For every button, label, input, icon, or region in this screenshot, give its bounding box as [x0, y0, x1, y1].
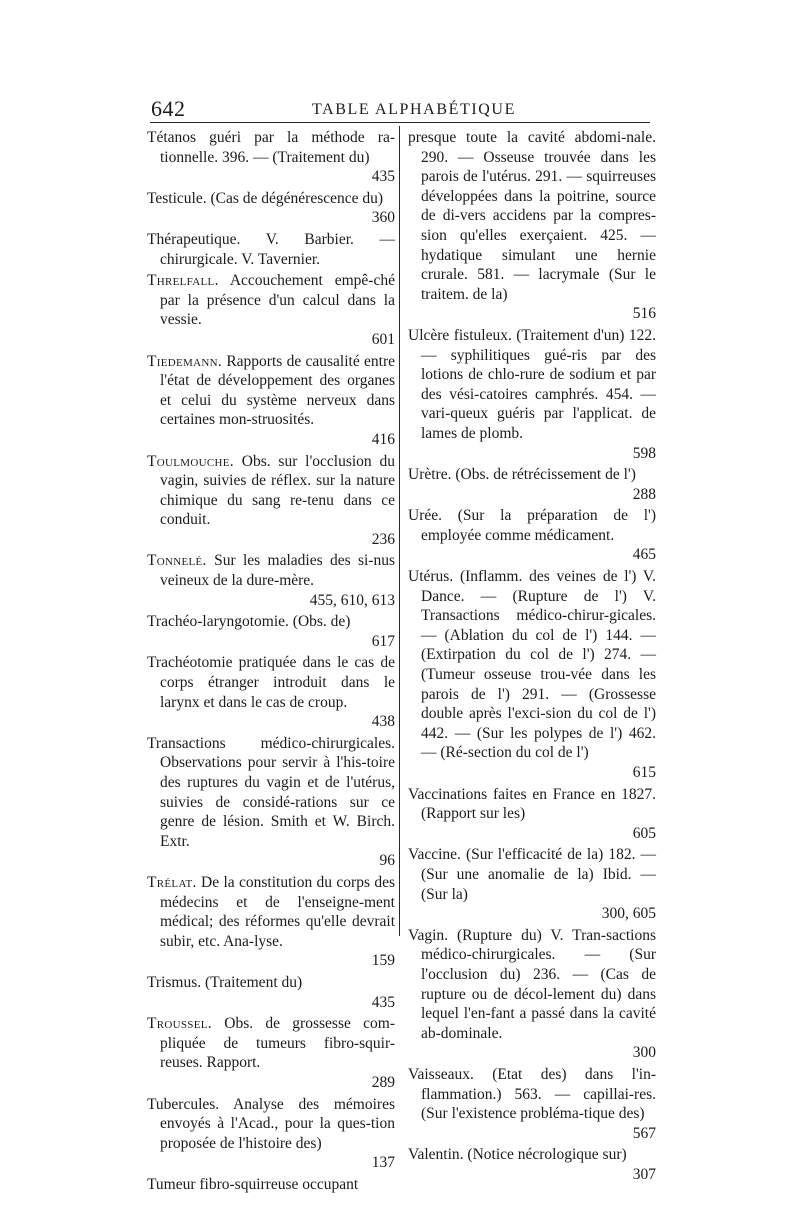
entry-text: Vagin. (Rupture du) V. Tran-sactions médico-chirurgicales. — (Sur l'occlusion du) 236. — (Cas de rupture ou de décol-lement du) dans lequel l'en-fant a passé dans la cavité ab-dominale. — [408, 926, 656, 1042]
left-column — [147, 128, 395, 1196]
entry-author: Tonnelé. — [147, 552, 207, 570]
index-entry — [147, 128, 395, 187]
entry-text: Vaccinations faites en France en 1827. (Rapport sur les) — [408, 785, 656, 823]
index-entry — [147, 653, 395, 731]
entry-text: Obs. sur l'occlusion du vagin, suivies de réflex. sur la nature chimique du sang re-tenu dans ce conduit. — [160, 452, 395, 529]
entry-page-ref: 300, 605 — [601, 905, 656, 923]
entry-text: Vaccine. (Sur l'efficacité de la) 182. — (Sur une anomalie de la) Ibid. — (Sur la) — [408, 846, 656, 903]
entry-page-ref: 435 — [371, 168, 395, 186]
index-entry — [408, 326, 656, 463]
entry-text: Ulcère fistuleux. (Traitement d'un) 122. — syphilitiques gué-ris par des lotions de chlo-rure de sodium et par des vési-catoires camphrés. 454. — vari-queux guéris par l'applicat. de lames de plomb. — [408, 326, 656, 442]
index-entry — [408, 1065, 656, 1143]
index-entry — [147, 271, 395, 349]
entry-page-ref: 416 — [371, 430, 395, 448]
index-entry — [408, 1145, 656, 1184]
index-entry — [408, 128, 656, 324]
index-entry — [408, 785, 656, 844]
entry-text: Thérapeutique. V. Barbier. — chirurgicale. V. Tavernier. — [147, 230, 395, 268]
index-entry — [147, 189, 395, 228]
entry-page-ref: 159 — [371, 952, 395, 970]
index-entry — [147, 873, 395, 971]
entry-page-ref: 601 — [371, 330, 395, 348]
index-entry — [408, 506, 656, 565]
header-rule — [150, 122, 650, 123]
entry-page-ref: 615 — [632, 764, 656, 781]
entry-author: Threlfall. — [147, 272, 219, 290]
entry-text: Urètre. (Obs. de rétrécissement de l') — [408, 466, 636, 484]
entry-author: Trélat. — [147, 873, 197, 891]
entry-text: Accouchement empê-ché par la présence d'un calcul dans la vessie. — [160, 272, 395, 329]
entry-text: Transactions médico-chirurgicales. Observations pour servir à l'his-toire des ruptures du vagin et de l'utérus, suivies de considé-rations sur ce genre de lésion. Smith et W. Birch. Extr. — [147, 734, 395, 850]
entry-page-ref: 300 — [632, 1044, 656, 1062]
entry-text: Rapports de causalité entre l'état de développement des organes et celui du système nerveux dans certaines mon-struosités. — [160, 352, 395, 429]
index-entry — [147, 230, 395, 269]
entry-page-ref: 137 — [371, 1154, 395, 1172]
entry-text: Sur les maladies des si-nus veineux de la dure-mère. — [160, 552, 395, 590]
index-entry — [147, 452, 395, 550]
entry-page-ref: 598 — [632, 444, 656, 462]
index-entry — [408, 845, 656, 923]
right-column — [408, 128, 656, 1186]
index-entry — [147, 352, 395, 450]
entry-page-ref: 307 — [632, 1165, 656, 1183]
entry-text: Tétanos guéri par la méthode ra-tionnelle. 396. — (Traitement du) — [147, 129, 395, 166]
index-entry — [147, 973, 395, 1012]
index-entry — [147, 612, 395, 651]
entry-text: Urée. (Sur la préparation de l') employée comme médicament. — [408, 507, 656, 544]
entry-page-ref: 438 — [371, 713, 395, 731]
entry-author: Toulmouche. — [147, 452, 234, 470]
entry-page-ref: 360 — [371, 209, 395, 227]
entry-text: Tumeur fibro-squirreuse occupant — [147, 1175, 359, 1193]
index-entry — [408, 465, 656, 504]
index-entry — [147, 734, 395, 871]
entry-page-ref: 236 — [371, 530, 395, 548]
running-title: TABLE ALPHABÉTIQUE — [312, 101, 516, 118]
entry-text: De la constitution du corps des médecins et de l'enseigne-ment médical; des réformes qu'elle devrait subir, etc. Ana-lyse. — [160, 873, 395, 950]
entry-text: Valentin. (Notice nécrologique sur) — [408, 1146, 627, 1164]
entry-page-ref: 516 — [632, 305, 656, 323]
index-entry — [408, 567, 656, 783]
entry-text: presque toute la cavité abdomi-nale. 290. — Osseuse trouvée dans les parois de l'utérus. 291. — squirreuses développées dans la poitrine, source de di-vers accidens par la compres-sion qu'elles exerçaient. 425. — hydatique simulant une hernie crurale. 581. — lacrymale (Sur le traitem. de la) — [408, 129, 656, 303]
entry-text: Utérus. (Inflamm. des veines de l') V. Dance. — (Rupture de l') V. Transactions médico-chirur-gicales. — (Ablation du col de l') 144. — (Extirpation du col de l') 274. — (Tumeur osseuse trou-vée dans les parois de l') 291. — (Grossesse double après l'exci-sion du col de l') 442. — (Sur les polypes de l') 462. — (Ré-section du col de l') — [408, 568, 656, 762]
entry-page-ref: 617 — [371, 632, 395, 650]
entry-page-ref: 289 — [371, 1073, 395, 1091]
entry-author: Troussel. — [147, 1015, 212, 1033]
entry-text: Testicule. (Cas de dégénérescence du) — [147, 189, 384, 207]
entry-page-ref: 455, 610, 613 — [309, 591, 395, 609]
index-entry — [147, 1095, 395, 1173]
entry-page-ref: 288 — [632, 485, 656, 503]
entry-text: Trachéotomie pratiquée dans le cas de corps étranger introduit dans le larynx et dans le cas de croup. — [147, 654, 395, 711]
entry-text: Obs. de grossesse com-pliquée de tumeurs fibro-squir-reuses. Rapport. — [160, 1015, 395, 1072]
entry-text: Trachéo-laryngotomie. (Obs. de) — [147, 613, 351, 631]
entry-text: Trismus. (Traitement du) — [147, 973, 303, 991]
entry-author: Tiedemann. — [147, 352, 223, 370]
page-number: 642 — [151, 96, 186, 121]
index-entry — [147, 1014, 395, 1092]
entry-text: Vaisseaux. (Etat des) dans l'in-flammation.) 563. — capillai-res. (Sur l'existence probléma-tique des) — [408, 1065, 656, 1123]
column-divider — [399, 126, 400, 936]
entry-text: Tubercules. Analyse des mémoires envoyés à l'Acad., pour la ques-tion proposée de l'histoire des) — [147, 1095, 395, 1152]
entry-page-ref: 96 — [379, 852, 395, 870]
entry-page-ref: 605 — [632, 824, 656, 842]
entry-page-ref: 465 — [632, 546, 656, 564]
entry-page-ref: 435 — [371, 993, 395, 1011]
entry-page-ref: 567 — [632, 1124, 656, 1142]
index-entry — [147, 551, 395, 610]
index-entry — [147, 1175, 395, 1195]
index-entry — [408, 926, 656, 1063]
